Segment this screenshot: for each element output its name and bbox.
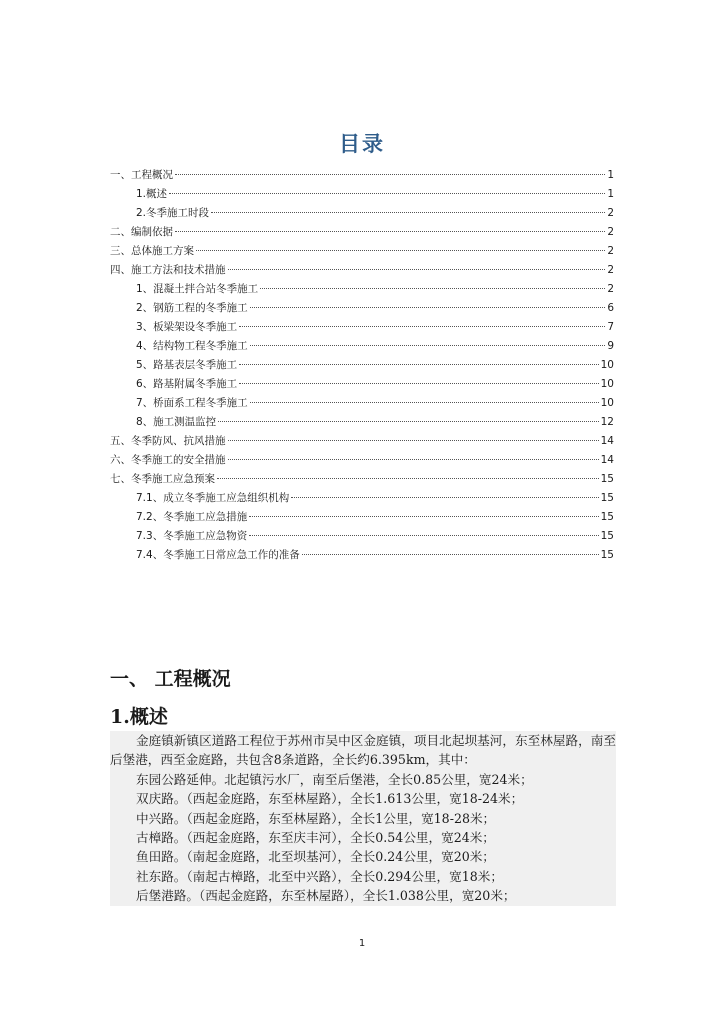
road-line: 后堡港路。（西起金庭路，东至林屋路），全长1.038公里，宽20米；	[136, 888, 516, 904]
toc-leader-dots	[250, 345, 606, 346]
toc-title: 目录	[339, 132, 385, 156]
toc-entry-label: 五、冬季防风、抗风措施	[110, 435, 226, 447]
toc-entry[interactable]	[110, 413, 614, 432]
toc-entry-page: 1	[607, 169, 614, 181]
toc-entry-label: 7、桥面系工程冬季施工	[136, 397, 248, 409]
toc-entry-label: 1.概述	[136, 188, 168, 200]
toc-entry-page: 12	[600, 416, 614, 428]
toc-entry-label: 8、施工测温监控	[136, 416, 217, 428]
toc-entry-label: 七、冬季施工应急预案	[110, 473, 215, 485]
toc-entry-label: 7.3、冬季施工应急物资	[136, 530, 248, 542]
toc-entry-page: 15	[600, 473, 614, 485]
toc-entry[interactable]	[110, 546, 614, 565]
toc-leader-dots	[249, 535, 598, 536]
toc-entry-label: 2、钢筋工程的冬季施工	[136, 302, 248, 314]
toc-leader-dots	[196, 250, 605, 251]
toc-leader-dots	[291, 497, 598, 498]
toc-entry-label: 7.4、冬季施工日常应急工作的准备	[136, 549, 300, 561]
toc-entry-label: 3、板梁架设冬季施工	[136, 321, 238, 333]
road-line: 双庆路。（西起金庭路，东至林屋路），全长1.613公里，宽18-24米；	[136, 791, 524, 807]
toc-entry[interactable]	[110, 261, 614, 280]
toc-entry[interactable]	[110, 204, 614, 223]
road-line: 古樟路。（西起金庭路，东至庆丰河），全长0.54公里，宽24米；	[136, 830, 495, 846]
overview-text	[110, 731, 616, 906]
toc-entry[interactable]	[110, 166, 614, 185]
toc-entry[interactable]	[110, 280, 614, 299]
toc-leader-dots	[249, 516, 598, 517]
toc-leader-dots	[228, 269, 606, 270]
toc-leader-dots	[302, 554, 599, 555]
toc-leader-dots	[175, 231, 605, 232]
toc-leader-dots	[228, 440, 599, 441]
toc-entry-label: 一、工程概况	[110, 169, 173, 181]
toc-entry[interactable]	[110, 527, 614, 546]
toc-entry[interactable]	[110, 470, 614, 489]
toc-entry-page: 15	[600, 511, 614, 523]
toc-entry-page: 6	[607, 302, 614, 314]
toc-entry-label: 四、施工方法和技术措施	[110, 264, 226, 276]
toc-entry[interactable]	[110, 508, 614, 527]
toc-entry-label: 7.2、冬季施工应急措施	[136, 511, 248, 523]
toc-entry-page: 15	[600, 492, 614, 504]
toc-leader-dots	[211, 212, 605, 213]
toc-entry-label: 7.1、成立冬季施工应急组织机构	[136, 492, 290, 504]
toc-entry-label: 1、混凝土拌合站冬季施工	[136, 283, 259, 295]
toc-entry-label: 2.冬季施工时段	[136, 207, 210, 219]
subsection-heading: 1.概述	[110, 706, 168, 728]
toc-entry-page: 14	[600, 435, 614, 447]
toc-entry-page: 1	[607, 188, 614, 200]
toc-entry-page: 2	[607, 245, 614, 257]
section-heading: 一、 工程概况	[110, 668, 231, 690]
toc-leader-dots	[260, 288, 605, 289]
toc-leader-dots	[239, 364, 598, 365]
toc-entry-label: 6、路基附属冬季施工	[136, 378, 238, 390]
toc-entry-page: 10	[600, 359, 614, 371]
toc-entry[interactable]	[110, 356, 614, 375]
toc-entry[interactable]	[110, 337, 614, 356]
toc-entry-page: 15	[600, 549, 614, 561]
toc-leader-dots	[250, 307, 606, 308]
toc-entry-page: 2	[607, 264, 614, 276]
toc-entry-page: 2	[607, 283, 614, 295]
toc-entry[interactable]	[110, 185, 614, 204]
toc-entry-page: 10	[600, 378, 614, 390]
toc-leader-dots	[228, 459, 599, 460]
toc-entry-label: 三、总体施工方案	[110, 245, 194, 257]
toc-entry-page: 2	[607, 207, 614, 219]
table-of-contents	[110, 166, 614, 565]
toc-leader-dots	[218, 421, 598, 422]
toc-leader-dots	[239, 326, 605, 327]
toc-entry[interactable]	[110, 451, 614, 470]
toc-entry-label: 二、编制依据	[110, 226, 173, 238]
toc-leader-dots	[175, 174, 605, 175]
road-line: 中兴路。（西起金庭路，东至林屋路），全长1公里，宽18-28米；	[136, 810, 496, 826]
page-number: 1	[358, 938, 366, 949]
toc-entry-label: 4、结构物工程冬季施工	[136, 340, 248, 352]
toc-entry[interactable]	[110, 432, 614, 451]
toc-entry[interactable]	[110, 489, 614, 508]
toc-entry[interactable]	[110, 318, 614, 337]
toc-leader-dots	[169, 193, 605, 194]
toc-entry[interactable]	[110, 394, 614, 413]
toc-entry-label: 六、冬季施工的安全措施	[110, 454, 226, 466]
toc-leader-dots	[217, 478, 599, 479]
road-line: 鱼田路。（南起金庭路，北至坝基河），全长0.24公里，宽20米；	[136, 849, 495, 865]
toc-entry-page: 9	[607, 340, 614, 352]
toc-entry[interactable]	[110, 223, 614, 242]
toc-entry-page: 15	[600, 530, 614, 542]
toc-entry[interactable]	[110, 242, 614, 261]
toc-entry-page: 14	[600, 454, 614, 466]
toc-entry-page: 2	[607, 226, 614, 238]
toc-leader-dots	[239, 383, 598, 384]
toc-leader-dots	[250, 402, 599, 403]
road-line: 社东路。（南起古樟路，北至中兴路），全长0.294公里，宽18米；	[136, 868, 503, 884]
toc-entry[interactable]	[110, 375, 614, 394]
toc-entry-page: 10	[600, 397, 614, 409]
toc-entry-page: 7	[607, 321, 614, 333]
intro-paragraph: 金庭镇新镇区道路工程位于苏州市吴中区金庭镇，项目北起坝基河，东至林屋路，南至后堡港，西至金庭路，共包含8条道路，全长约6.395km，其中：	[110, 733, 616, 768]
toc-entry[interactable]	[110, 299, 614, 318]
road-line: 东园公路延伸。北起镇污水厂，南至后堡港，全长0.85公里，宽24米；	[136, 771, 533, 787]
toc-entry-label: 5、路基表层冬季施工	[136, 359, 238, 371]
